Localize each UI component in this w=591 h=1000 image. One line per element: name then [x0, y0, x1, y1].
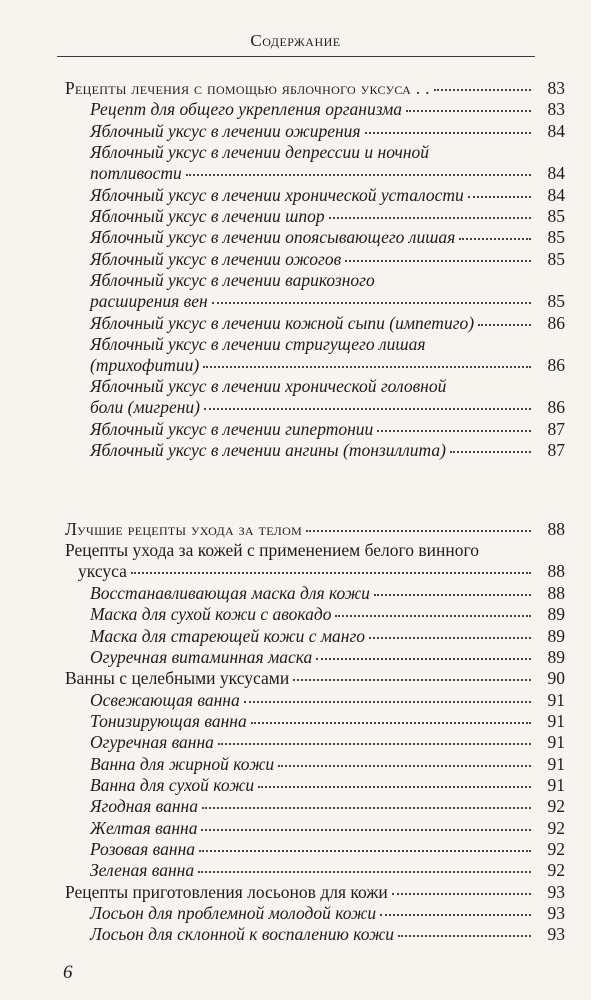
toc-entry-title: Рецепт для общего укрепления организма — [90, 99, 403, 119]
toc-entry-title: Яблочный уксус в лечении ангины (тонзиллита) — [90, 440, 446, 460]
toc-page-number: 89 — [547, 647, 565, 667]
toc-entry-continuation: уксуса — [78, 561, 127, 581]
leader-dots — [198, 857, 531, 873]
toc-entry-continuation: потливости — [90, 163, 182, 183]
toc-entry-title: Яблочный уксус в лечении депрессии и ночной — [90, 142, 430, 162]
toc-entry-title: Лосьон для склонной к воспалению кожи — [90, 924, 395, 944]
leader-dots — [204, 394, 531, 410]
leader-dots — [306, 516, 531, 532]
toc-entry-title: Яблочный уксус в лечении хронической усталости — [90, 185, 464, 205]
leader-dots — [199, 836, 531, 852]
toc-page-number: 90 — [547, 668, 565, 688]
leader-dots — [278, 751, 531, 767]
toc-entry-title: Яблочный уксус в лечении стригущего лишая — [90, 334, 426, 354]
toc-page-number: 92 — [547, 860, 565, 880]
toc-page-number: 85 — [547, 249, 565, 269]
toc-page-number: 91 — [547, 732, 565, 752]
leader-dots — [335, 601, 531, 617]
toc-page-number: 93 — [547, 882, 565, 902]
toc-entry-title: Тонизирующая ванна — [90, 711, 247, 731]
toc-page-number: 88 — [547, 561, 565, 581]
leader-dots — [258, 772, 531, 788]
toc-entry-title: Яблочный уксус в лечении опоясывающего лишая — [90, 227, 456, 247]
toc-page-number: 83 — [547, 99, 565, 119]
leader-dots — [459, 224, 531, 240]
toc-entry-title: Яблочный уксус в лечении хронической головной — [90, 376, 447, 396]
leader-dots — [392, 879, 531, 895]
toc-entry-title: Ягодная ванна — [90, 796, 198, 816]
leader-dots — [293, 665, 531, 681]
leader-dots — [131, 558, 531, 574]
toc-page-number: 91 — [547, 711, 565, 731]
toc-page-number: 86 — [547, 397, 565, 417]
toc-entry-title: Яблочный уксус в лечении гипертонии — [90, 419, 374, 439]
leader-dots — [434, 75, 531, 91]
toc-page-number: 91 — [547, 690, 565, 710]
toc-page-number: 92 — [547, 818, 565, 838]
toc-entry-title: Огуречная витаминная маска — [90, 647, 313, 667]
toc-page-number: 86 — [547, 313, 565, 333]
toc-entry-title: Рецепты ухода за кожей с применением белого винного — [65, 540, 479, 560]
toc-entry-title: Яблочный уксус в лечении шпор — [90, 206, 325, 226]
running-head: Содержание — [250, 31, 341, 50]
toc-entry-title: Огуречная ванна — [90, 732, 214, 752]
toc-entry-continuation: расширения вен — [90, 291, 208, 311]
leader-dots — [380, 900, 531, 916]
toc-entry-title: Маска для сухой кожи с авокадо — [90, 604, 332, 624]
toc-entry-title: Рецепты приготовления лосьонов для кожи — [65, 882, 388, 902]
toc-page-number: 85 — [547, 291, 565, 311]
leader-dots — [212, 288, 531, 304]
leader-dots — [468, 182, 531, 198]
toc-page-number: 83 — [547, 78, 565, 98]
leader-dots — [251, 708, 531, 724]
page-number: 6 — [63, 962, 73, 983]
toc-entry-title: Рецепты лечения с помощью яблочного уксуса . . — [65, 78, 430, 98]
toc-page-number: 85 — [547, 206, 565, 226]
toc-entry-title: Восстанавливающая маска для кожи — [90, 583, 370, 603]
header-rule — [57, 56, 535, 57]
toc-entry-title: Ванна для жирной кожи — [90, 754, 275, 774]
leader-dots — [329, 203, 531, 219]
toc-page-number: 92 — [547, 839, 565, 859]
leader-dots — [406, 96, 531, 112]
leader-dots — [365, 118, 531, 134]
toc-page-number: 85 — [547, 227, 565, 247]
leader-dots — [478, 310, 531, 326]
toc-entry-title: Яблочный уксус в лечении ожирения — [90, 121, 361, 141]
toc-entry-title: Желтая ванна — [90, 818, 198, 838]
toc-page-number: 84 — [547, 121, 565, 141]
toc-page-number: 84 — [547, 163, 565, 183]
toc-entry-continuation: боли (мигрени) — [90, 397, 200, 417]
leader-dots — [202, 793, 531, 809]
leader-dots — [203, 352, 531, 368]
toc-page-number: 91 — [547, 754, 565, 774]
toc-entry-continuation: (трихофитии) — [90, 355, 200, 375]
leader-dots — [186, 160, 531, 176]
toc-page-number: 91 — [547, 775, 565, 795]
toc-entry-title: Лосьон для проблемной молодой кожи — [90, 903, 377, 923]
leader-dots — [201, 815, 531, 831]
toc-entry-title: Ванны с целебными уксусами — [65, 668, 290, 688]
leader-dots — [450, 437, 531, 453]
toc-page-number: 87 — [547, 419, 565, 439]
toc-page-number: 88 — [547, 519, 565, 539]
toc-entry-title: Зеленая ванна — [90, 860, 195, 880]
toc-page-number: 92 — [547, 796, 565, 816]
toc-page-number: 93 — [547, 924, 565, 944]
leader-dots — [244, 687, 531, 703]
leader-dots — [316, 644, 531, 660]
leader-dots — [377, 416, 531, 432]
leader-dots — [345, 246, 531, 262]
toc-entry-title: Ванна для сухой кожи — [90, 775, 255, 795]
leader-dots — [374, 580, 531, 596]
toc-entry-title: Яблочный уксус в лечении кожной сыпи (импетиго) — [90, 313, 475, 333]
toc-entry-title: Яблочный уксус в лечении варикозного — [90, 270, 375, 290]
toc-page-number: 89 — [547, 604, 565, 624]
leader-dots — [369, 623, 531, 639]
toc-page-number: 88 — [547, 583, 565, 603]
toc-entry-title: Розовая ванна — [90, 839, 195, 859]
toc-page-number: 86 — [547, 355, 565, 375]
toc-page-number: 93 — [547, 903, 565, 923]
toc-page-number: 89 — [547, 626, 565, 646]
toc-entry-title: Маска для стареющей кожи с манго — [90, 626, 366, 646]
toc-page-number: 84 — [547, 185, 565, 205]
toc-page-number: 87 — [547, 440, 565, 460]
leader-dots — [218, 729, 531, 745]
toc-entry-title: Освежающая ванна — [90, 690, 240, 710]
toc-entry-title: Яблочный уксус в лечении ожогов — [90, 249, 342, 269]
leader-dots — [398, 921, 531, 937]
toc-entry-title: Лучшие рецепты ухода за телом — [65, 519, 303, 539]
